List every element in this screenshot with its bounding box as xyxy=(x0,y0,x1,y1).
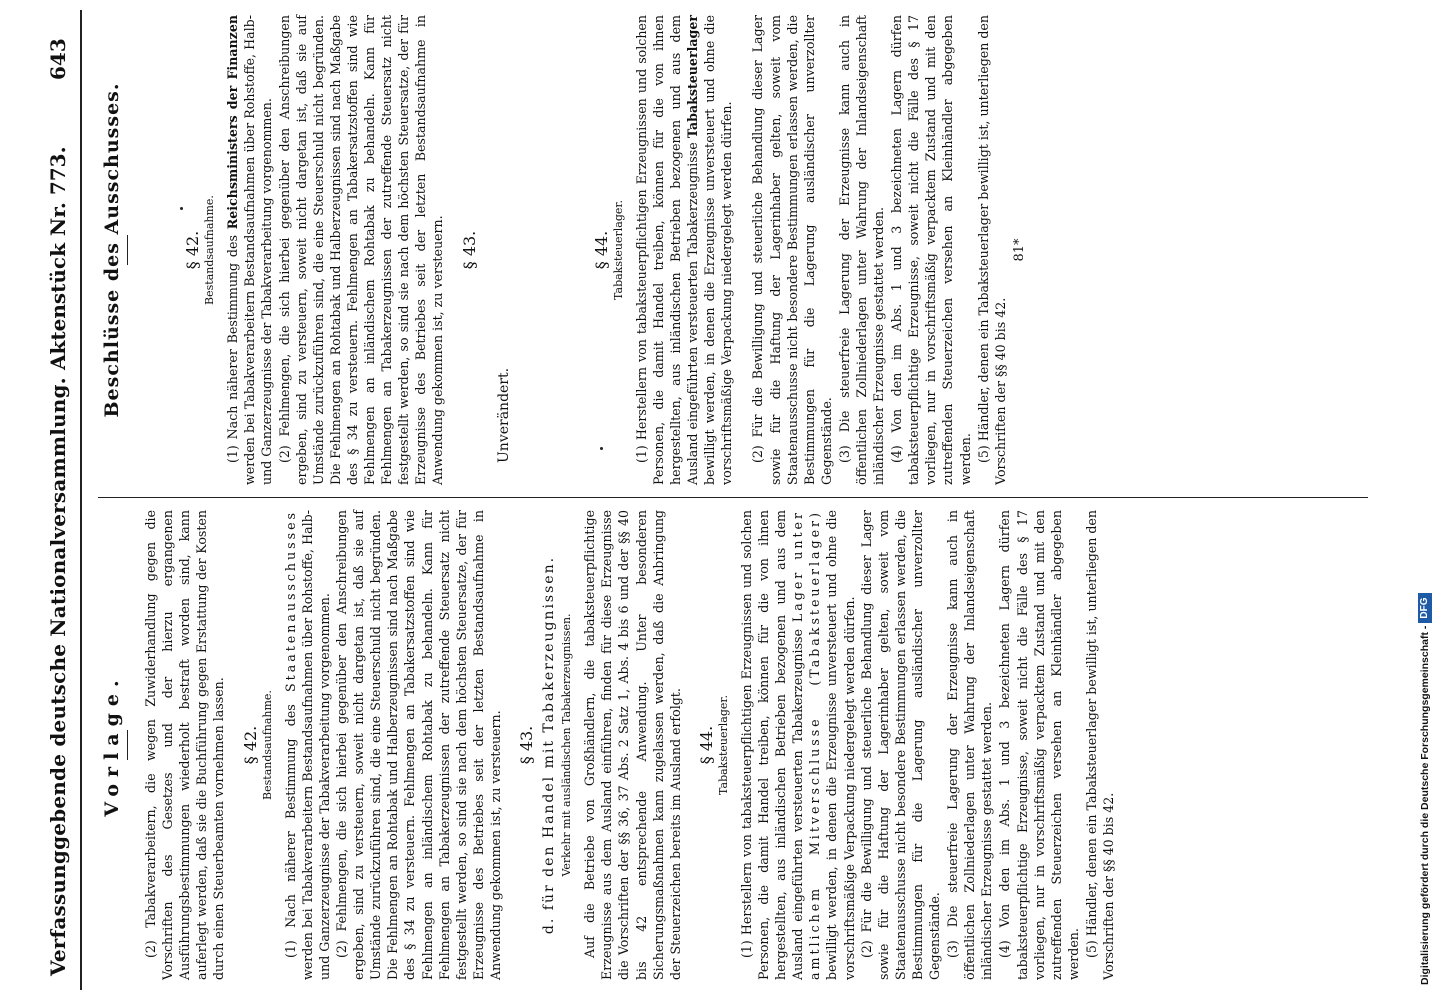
section-subheading: Verkehr mit ausländischen Tabakerzeugnissen. xyxy=(560,613,574,877)
text-run: (1) Nach näherer Bestimmung des xyxy=(225,235,241,463)
paragraph: (5) Händler, denen ein Tabaksteuerlager bewilligt ist, unterliegen den Vorschriften der §§ 40 bis 42. xyxy=(975,15,1008,485)
unchanged-note: Unverändert. xyxy=(495,367,512,463)
section-subheading: Tabaksteuerlager. xyxy=(716,695,730,795)
running-head xyxy=(40,10,82,990)
column-title-beschluesse: Beschlüsse des Ausschusses. xyxy=(101,82,123,418)
paragraph xyxy=(738,510,858,980)
print-speck xyxy=(600,447,603,450)
document-number: Aktenstück Nr. 773. xyxy=(46,146,70,370)
column-beschluesse xyxy=(98,15,1028,485)
paragraph xyxy=(224,15,275,485)
title-rule xyxy=(127,235,128,265)
digitization-text: Digitalisierung gefördert durch die Deutsche Forschungsgemeinschaft - xyxy=(1419,625,1431,985)
text-run: (1) Herstellern von tabaksteuerpflichtigen Erzeugnissen und solchen Personen, die damit Handel treiben, können für die von ihnen hergestellten, aus inländischen Betrieben bezogenen und aus dem Ausland eingeführten versteuerten Tabakerzeugnisse xyxy=(633,15,701,485)
bold-term: Reichsministers der Finanzen xyxy=(225,15,241,230)
text-run: bewilligt werden, in denen die Erzeugnisse unversteuert und ohne die vorschriftsmäßige Verpackung niedergelegt werden dürfen. xyxy=(824,510,857,980)
column-vorlage xyxy=(98,510,1118,980)
column-divider xyxy=(98,497,1368,498)
section-heading: § 44. xyxy=(591,230,611,270)
spaced-term: Lager unter amtlichem Mitverschlusse (Tabaksteuerlager) xyxy=(790,510,823,980)
section-heading: § 44. xyxy=(696,725,716,765)
text-run: bewilligt werden, in denen die Erzeugnisse unversteuert und ohne die vorschriftsmäßige Verpackung niedergelegt werden dürfen. xyxy=(702,15,735,485)
dfg-logo: DFG xyxy=(1418,594,1432,623)
section-subheading: Bestandsaufnahme. xyxy=(203,195,217,305)
text-run: werden bei Tabakverarbeitern Bestandsaufnahmen über Rohstoffe, Halb- und Ganzerzeugnisse der Tabakverarbeitung vorgenommen. xyxy=(299,510,332,980)
text-run: (1) Nach näherer Bestimmung des xyxy=(282,704,298,958)
column-title-vorlage: Vorlage. xyxy=(101,673,123,817)
running-head-title: Verfassunggebende deutsche Nationalversammlung. xyxy=(46,377,70,976)
signature-mark: 81* xyxy=(1011,238,1027,262)
subsection-heading: d. für den Handel mit Tabakerzeugnissen. xyxy=(541,555,558,935)
paragraph: (4) Von den im Abs. 1 und 3 bezeichneten Lagern dürfen tabaksteuerpflichtige Erzeugnisse, soweit nicht die Fälle des § 17 vorliegen, nur in vorschriftsmäßig verpacktem Zustand und mit den zutreffenden Steuerzeichen versehen an Kleinhändler abgegeben werden. xyxy=(997,510,1081,980)
bold-term: Tabaksteuerlager xyxy=(685,15,701,139)
page-number: 643 xyxy=(46,38,70,80)
text-run: (1) Herstellern von tabaksteuerpflichtigen Erzeugnissen und solchen Personen, die damit Handel treiben, können für die von ihnen hergestellten, aus inländischen Betrieben bezogenen und aus dem Ausland eingeführten versteuerten Tabakerzeugnisse xyxy=(739,510,806,980)
section-subheading: Bestandsaufnahme. xyxy=(260,690,274,800)
paragraph: (2) Fehlmengen, die sich hierbei gegenüber den Anschreibungen ergeben, sind zu versteuern, soweit nicht dargetan ist, daß sie auf Umstände zurückzuführen sind, die eine Steuerschuld nicht begründen. Die Fehlmengen an Rohtabak und Halberzeugnissen sind nach Maßgabe des § 34 zu versteuern. Fehlmengen an Tabakersatzstoffen sind wie Fehlmengen an inländischem Rohtabak zu behandeln. Kann für Fehlmengen an Tabakerzeugnissen der zutreffende Steuersatz nicht festgestellt werden, so sind sie nach dem höchsten Steuersatze, der für Erzeugnisse des Betriebes seit der letzten Bestandsaufnahme in Anwendung gekommen ist, zu versteuern. xyxy=(334,510,503,980)
text-run: werden bei Tabakverarbeitern Bestandsaufnahmen über Rohstoffe, Halb- und Ganzerzeugnisse der Tabakverarbeitung vorgenommen. xyxy=(242,15,275,485)
paragraph: (3) Die steuerfreie Lagerung der Erzeugnisse kann auch in öffentlichen Zollniederlagen unter Wahrung der Inlandseigenschaft inländischer Erzeugnisse gestattet werden. xyxy=(945,510,995,980)
section-heading: § 42. xyxy=(240,725,260,765)
title-rule xyxy=(127,730,128,760)
section-heading: § 43. xyxy=(516,725,536,765)
spaced-term: Staatenausschusses xyxy=(282,510,298,692)
paragraph: (3) Die steuerfreie Lagerung der Erzeugnisse kann auch in öffentlichen Zollniederlagen unter Wahrung der Inlandseigenschaft inländischer Erzeugnisse gestattet werden. xyxy=(836,15,887,485)
digitization-note xyxy=(1417,0,1433,985)
paragraph: (2) Fehlmengen, die sich hierbei gegenüber den Anschreibungen ergeben, sind zu versteuern, soweit nicht dargetan ist, daß sie auf Umstände zurückzuführen sind, die eine Steuerschuld nicht begründen. Die Fehlmengen an Rohtabak und Halberzeugnissen sind nach Maßgabe des § 34 zu versteuern. Fehlmengen an Tabakersatzstoffen sind wie Fehlmengen an inländischem Rohtabak zu behandeln. Kann für Fehlmengen an Tabakerzeugnissen der zutreffende Steuersatz nicht festgestellt werden, so sind sie nach dem höchsten Steuersatze, der für Erzeugnisse des Betriebes seit der letzten Bestandsaufnahme in Anwendung gekommen ist, zu versteuern. xyxy=(276,15,446,485)
paragraph: (2) Für die Bewilligung und steuerliche Behandlung dieser Lager sowie für die Haftung der Lagerinhaber gelten, soweit vom Staatenausschusse nicht besondere Bestimmungen erlassen werden, die Bestimmungen für die Lagerung ausländischer unverzollter Gegenstände. xyxy=(858,510,943,980)
paragraph: (4) Von den im Abs. 1 und 3 bezeichneten Lagern dürfen tabaksteuerpflichtige Erzeugnisse, soweit nicht die Fälle des § 17 vorliegen, nur in vorschriftsmäßig verpacktem Zustand und mit den zutreffenden Steuerzeichen versehen an Kleinhändler abgegeben werden. xyxy=(889,15,973,485)
print-speck xyxy=(180,207,183,210)
section-heading: § 42. xyxy=(183,230,203,270)
paragraph: (2) Für die Bewilligung und steuerliche Behandlung dieser Lager sowie für die Haftung der Lagerinhaber gelten, soweit vom Staatenausschusse nicht besondere Bestimmungen erlassen werden, die Bestimmungen für die Lagerung ausländischer unverzollter Gegenstände. xyxy=(750,15,834,485)
section-subheading: Tabaksteuerlager. xyxy=(611,200,625,300)
paragraph: Auf die Betriebe von Großhändlern, die tabaksteuerpflichtige Erzeugnisse aus dem Ausland einführen, finden für diese Erzeugnisse die Vorschriften der §§ 36, 37 Abs. 2 Satz 1, Abs. 4 bis 6 und der §§ 40 bis 42 entsprechende Anwendung. Unter besonderen Sicherungsmaßnahmen kann zugelassen werden, daß die Anbringung der Steuerzeichen bereits im Ausland erfolgt. xyxy=(582,510,683,980)
section-heading: § 43. xyxy=(459,230,479,270)
paragraph xyxy=(633,15,736,485)
paragraph xyxy=(282,510,333,980)
paragraph: (2) Tabakverarbeitern, die wegen Zuwiderhandlung gegen die Vorschriften des Gesetzes und der hierzu ergangenen Ausführungsbestimmungen wiederholt bestraft worden sind, kann auferlegt werden, daß sie die Buchführung gegen Erstattung der Kosten durch einen Steuerbeamten vornehmen lassen. xyxy=(143,510,227,980)
scanned-page xyxy=(40,10,1390,990)
paragraph: (5) Händler, denen ein Tabaksteuerlager bewilligt ist, unterliegen den Vorschriften der §§ 40 bis 42. xyxy=(1083,510,1116,980)
